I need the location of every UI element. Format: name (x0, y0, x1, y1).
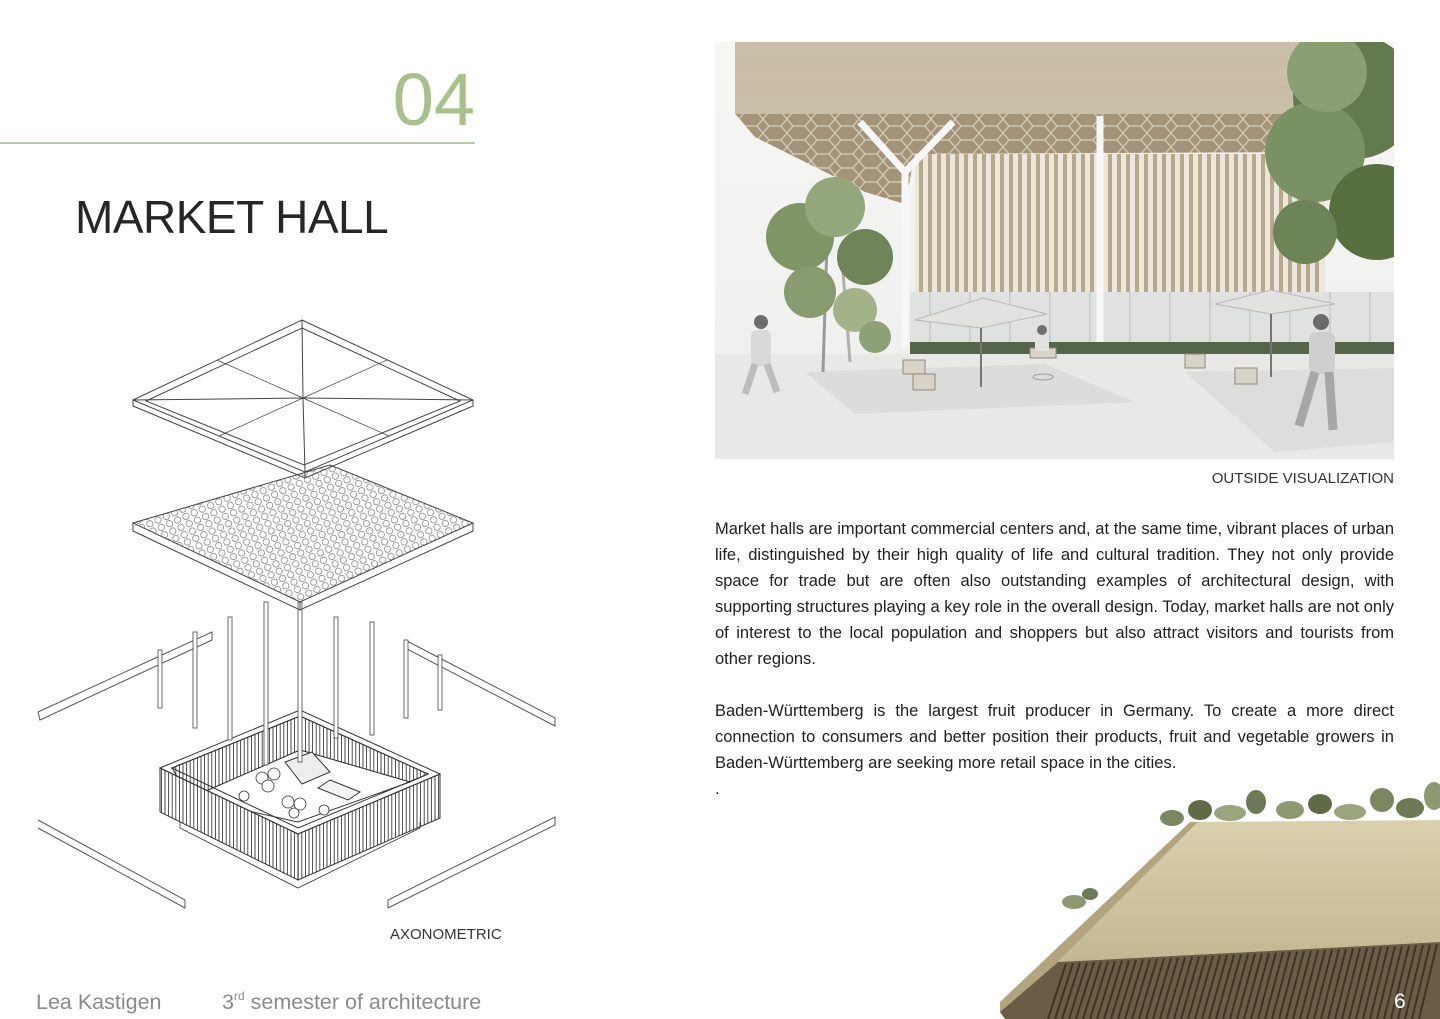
model-plant (1396, 798, 1424, 818)
facade-slat (1225, 154, 1229, 292)
tree-foliage (1273, 200, 1337, 264)
facade-slat (1135, 154, 1139, 292)
facade-slat (973, 154, 977, 292)
facade-slat (1054, 154, 1058, 292)
person-body (1309, 332, 1335, 374)
model-slab-front-face (1058, 820, 1440, 962)
stand-table (282, 796, 294, 808)
model-plant (1308, 794, 1332, 814)
column (298, 602, 302, 762)
wall-right-front (388, 817, 555, 908)
facade-slat (1234, 154, 1238, 292)
tree-foliage (784, 266, 836, 318)
chair (913, 374, 935, 390)
facade-slat (1018, 154, 1022, 292)
person-head (1037, 325, 1047, 335)
facade-slat (1216, 154, 1220, 292)
facade-slat (946, 154, 950, 292)
stand-table (268, 768, 280, 780)
facade-slat (1171, 154, 1175, 292)
facade-slat (1081, 154, 1085, 292)
roof-slab (735, 42, 1335, 114)
axonometric-drawing (30, 310, 570, 920)
visualization-caption: OUTSIDE VISUALIZATION (1211, 470, 1394, 487)
stand-table (319, 805, 329, 815)
semester-text: semester of architecture (244, 990, 482, 1014)
facade-slat (1243, 154, 1247, 292)
facade-slat (1108, 154, 1112, 292)
person-body (1035, 335, 1049, 351)
column (193, 632, 197, 728)
stand-table (239, 791, 249, 801)
trailing-mark: . (715, 780, 720, 798)
wall-right-back (405, 640, 555, 726)
facade-slat (1180, 154, 1184, 292)
facade-slat (1261, 154, 1265, 292)
section-title: MARKET HALL (75, 191, 389, 243)
wall-left-back (38, 632, 212, 720)
facade-slat (1252, 154, 1256, 292)
stand-table (289, 808, 299, 818)
outside-visualization-image (715, 42, 1394, 459)
page-number: 6 (1394, 990, 1406, 1013)
roof-grid-structure (133, 465, 473, 610)
model-plant (1214, 805, 1246, 821)
model-plant (1082, 888, 1098, 900)
columns (158, 602, 442, 765)
facade-slat (982, 154, 986, 292)
stand-table (262, 780, 274, 792)
body-text (715, 516, 1394, 802)
roof-pyramid (133, 320, 473, 478)
facade-slat (1117, 154, 1121, 292)
wall-left-front (38, 820, 185, 908)
model-photo (1000, 780, 1440, 1019)
tree-foliage (837, 229, 893, 285)
model-plant (1334, 804, 1366, 820)
facade-slat (937, 154, 941, 292)
tree-foliage (805, 177, 865, 237)
facade-slat (919, 154, 923, 292)
model-plant (1370, 788, 1394, 812)
facade-slat (1090, 154, 1094, 292)
paragraph: Baden-Württemberg is the largest fruit producer in Germany. To create a more direct connection to consumers and better position their products, fruit and vegetable growers in Baden-Württemberg are seeking more retail space in the cities. (715, 702, 1394, 772)
column (438, 655, 442, 710)
column (334, 617, 338, 738)
facade-slat (928, 154, 932, 292)
grid-plate (133, 465, 473, 602)
facade-slat (1189, 154, 1193, 292)
semester-number: 3 (222, 990, 234, 1014)
chair (1235, 368, 1257, 384)
model-plant (1276, 801, 1304, 819)
facade-slat (1045, 154, 1049, 292)
chair (903, 360, 925, 374)
facade-slat (1072, 154, 1076, 292)
facade-slat (1027, 154, 1031, 292)
facade-slat (1144, 154, 1148, 292)
facade-slat (1000, 154, 1004, 292)
chair (1185, 354, 1205, 368)
person-head (754, 315, 768, 329)
facade-slat (964, 154, 968, 292)
tree-foliage (859, 321, 891, 353)
facade-slat (1198, 154, 1202, 292)
person-head (1313, 314, 1329, 330)
facade-slat (955, 154, 959, 292)
axonometric-caption: AXONOMETRIC (390, 926, 502, 943)
model-plant (1424, 782, 1440, 810)
column (228, 617, 232, 740)
model-plant (1160, 810, 1184, 826)
column (370, 622, 374, 735)
facade-slat (1162, 154, 1166, 292)
facade-slat (1009, 154, 1013, 292)
section-divider (0, 142, 475, 144)
model-plant (1188, 800, 1212, 820)
section-number: 04 (392, 58, 475, 141)
column (264, 602, 268, 765)
facade-slat (991, 154, 995, 292)
facade-slat (1126, 154, 1130, 292)
semester-ordinal: rd (233, 989, 245, 1003)
column (158, 650, 162, 708)
model-plant (1246, 790, 1266, 814)
facade-slat (1063, 154, 1067, 292)
column (404, 640, 408, 718)
facade-slat (1036, 154, 1040, 292)
facade-slat (1153, 154, 1157, 292)
footer-semester (222, 989, 481, 1015)
footer-author: Lea Kastigen (36, 990, 162, 1014)
paragraph: Market halls are important commercial centers and, at the same time, vibrant places of urban life, distinguished by their high quality of life and cultural tradition. They not only provide space for trade but are often also outstanding examples of architectural design, with supporting structures playing a key role in the overall design. Today, market halls are not only of interest to the local population and shoppers but also attract visitors and tourists from other regions. (715, 520, 1395, 668)
facade-slat (1207, 154, 1211, 292)
model-plant (1062, 895, 1086, 909)
person-body (751, 330, 771, 366)
